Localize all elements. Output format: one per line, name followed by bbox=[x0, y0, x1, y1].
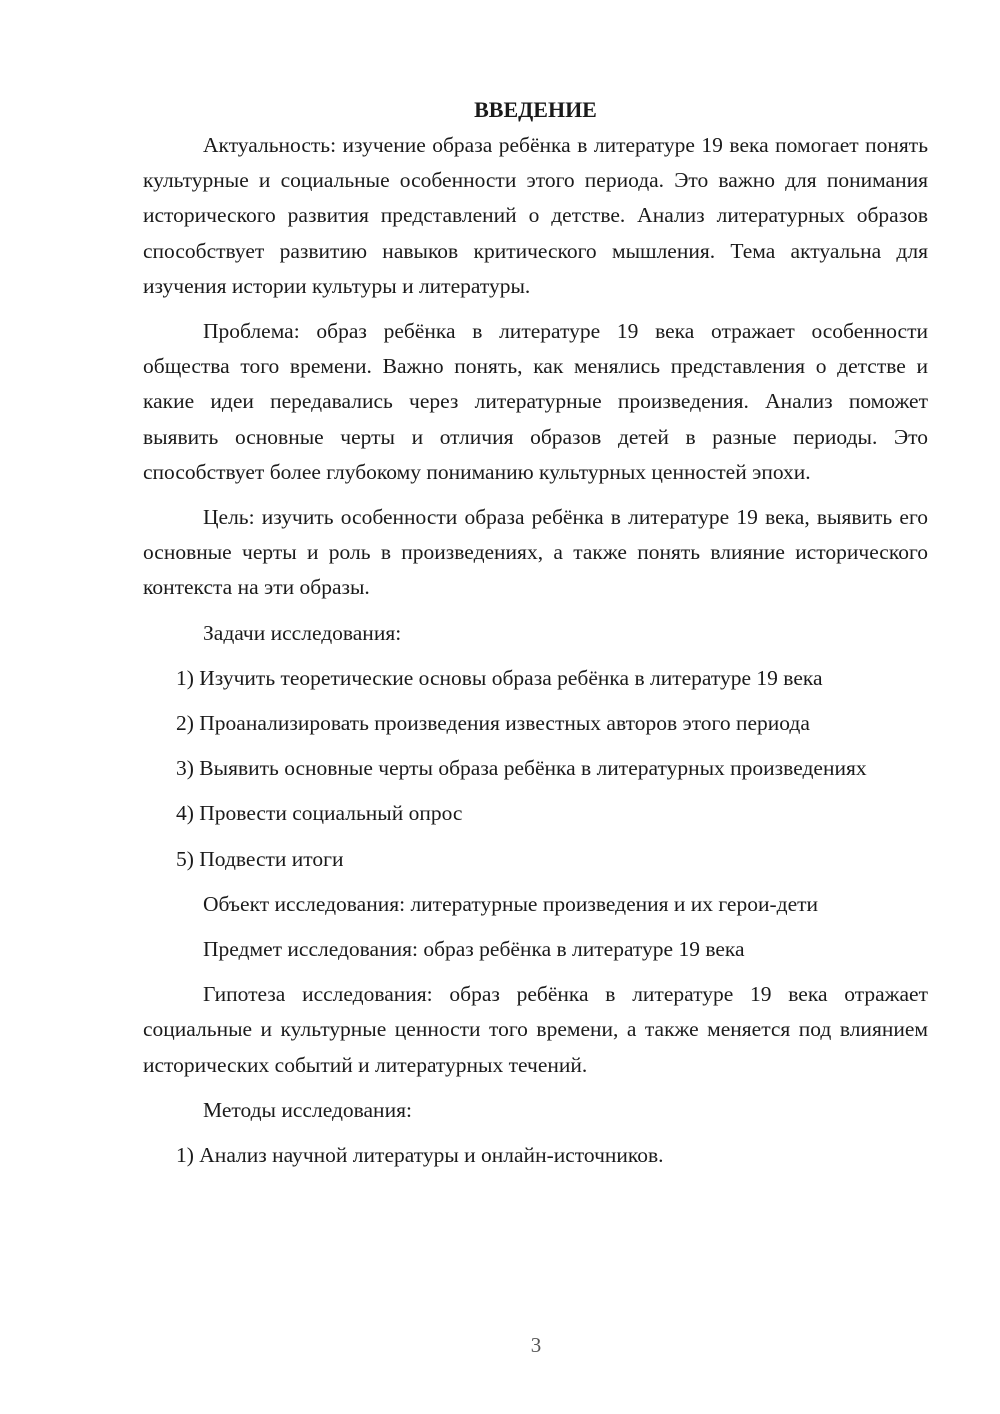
task-item-2: 2) Проанализировать произведения известных авторов этого периода bbox=[176, 711, 810, 736]
page-number: 3 bbox=[530, 1333, 542, 1357]
method-item-1: 1) Анализ научной литературы и онлайн-источников. bbox=[176, 1143, 664, 1168]
task-item-3: 3) Выявить основные черты образа ребёнка в литературных произведениях bbox=[176, 756, 867, 781]
task-item-1: 1) Изучить теоретические основы образа ребёнка в литературе 19 века bbox=[176, 665, 823, 690]
document-page bbox=[143, 92, 928, 1183]
goal-paragraph: Цель: изучить особенности образа ребёнка в литературе 19 века, выявить его основные черты и роль в произведениях, а также понять влияние исторического контекста на эти образы. bbox=[143, 505, 928, 600]
task-item-5: 5) Подвести итоги bbox=[176, 846, 344, 871]
relevance-paragraph: Актуальность: изучение образа ребёнка в литературе 19 века помогает понять культурные и социальные особенности этого периода. Это важно для понимания исторического развития представлений о детстве. Анализ литературных образов способствует развитию навыков критического мышления. Тема актуальна для изучения истории культуры и литературы. bbox=[143, 133, 928, 298]
subject-paragraph: Предмет исследования: образ ребёнка в литературе 19 века bbox=[203, 937, 745, 962]
object-paragraph: Объект исследования: литературные произведения и их герои-дети bbox=[203, 891, 819, 916]
methods-heading: Методы исследования: bbox=[203, 1097, 412, 1122]
section-title: ВВЕДЕНИЕ bbox=[474, 97, 597, 122]
problem-paragraph: Проблема: образ ребёнка в литературе 19 века отражает особенности общества того времени. Важно понять, как менялись представления о детстве и какие идеи передавались через литературные произведения. Анализ поможет выявить основные черты и отличия образов детей в разные периоды. Это способствует более глубокому пониманию культурных ценностей эпохи. bbox=[143, 319, 928, 484]
tasks-heading: Задачи исследования: bbox=[203, 620, 402, 645]
hypothesis-paragraph: Гипотеза исследования: образ ребёнка в литературе 19 века отражает социальные и культурные ценности того времени, а также меняется под влиянием исторических событий и литературных течений. bbox=[143, 982, 928, 1077]
task-item-4: 4) Провести социальный опрос bbox=[176, 801, 463, 826]
